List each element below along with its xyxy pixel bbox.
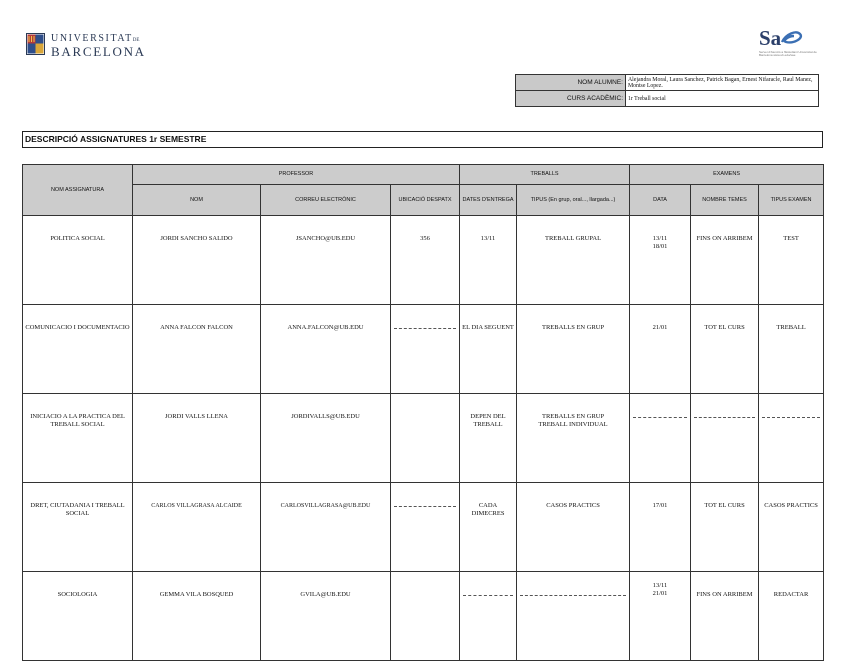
exam-type (759, 394, 824, 483)
student-name-label: NOM ALUMNE: (516, 75, 626, 91)
exam-date: 13/11 18/01 (630, 216, 691, 305)
exam-topics: TOT EL CURS (691, 305, 759, 394)
work-type: TREBALL GRUPAL (517, 216, 630, 305)
delivery-dates: EL DIA SEGUENT (460, 305, 517, 394)
exam-date: 21/01 (630, 305, 691, 394)
course-label: CURS ACADÈMIC: (516, 91, 626, 107)
header-nom-assignatura: NOM ASSIGNATURA (23, 165, 133, 216)
table-row (23, 305, 824, 394)
professor-name: JORDI SANCHO SALIDO (133, 216, 261, 305)
sae-subtitle: Servei d'Atenció a l'Estudiant Universitat de Barcelona www.ub.edu/sae (759, 50, 817, 58)
sae-wordmark: Sa (759, 26, 782, 50)
delivery-dates: 13/11 (460, 216, 517, 305)
professor-email: ANNA.FALCON@UB.EDU (261, 305, 391, 394)
professor-name: JORDI VALLS LLENA (133, 394, 261, 483)
course-value: 1r Treball social (626, 91, 819, 107)
office-location (391, 305, 460, 394)
delivery-dates: DEPEN DEL TREBALL (460, 394, 517, 483)
exam-type: CASOS PRACTICS (759, 483, 824, 572)
subjects-table (22, 164, 824, 661)
table-row (23, 394, 824, 483)
delivery-dates (460, 572, 517, 661)
student-info-table (515, 74, 819, 107)
empty-dash (694, 417, 755, 418)
header-tipus-treball: TIPUS (En grup, oral..., llargada...) (517, 185, 630, 216)
header-examens: EXAMENS (630, 165, 824, 185)
subject-name: INICIACIO A LA PRACTICA DEL TREBALL SOCIAL (23, 394, 133, 483)
table-row (23, 483, 824, 572)
university-shield-icon (26, 33, 45, 55)
exam-type: TREBALL (759, 305, 824, 394)
header-treballs: TREBALLS (460, 165, 630, 185)
university-name-suffix: DE (132, 38, 140, 43)
work-type (517, 572, 630, 661)
header-tipus-examen: TIPUS EXAMEN (759, 185, 824, 216)
exam-date: 17/01 (630, 483, 691, 572)
table-row (23, 572, 824, 661)
work-type: TREBALLS EN GRUP TREBALL INDIVIDUAL (517, 394, 630, 483)
header-nom: NOM (133, 185, 261, 216)
university-name-line2: BARCELONA (51, 44, 146, 59)
header-correu: CORREU ELECTRÒNIC (261, 185, 391, 216)
subject-name: DRET, CIUTADANIA I TREBALL SOCIAL (23, 483, 133, 572)
office-location (391, 572, 460, 661)
header-data: DATA (630, 185, 691, 216)
exam-topics (691, 394, 759, 483)
section-title: DESCRIPCIÓ ASSIGNATURES 1r SEMESTRE (22, 131, 823, 148)
subject-name: COMUNICACIO I DOCUMENTACIO (23, 305, 133, 394)
empty-dash (394, 328, 456, 329)
professor-name: ANNA FALCON FALCON (133, 305, 261, 394)
office-location (391, 483, 460, 572)
header-nombre-temes: NOMBRE TEMES (691, 185, 759, 216)
student-name-value: Alejandra Moral, Laura Sanchez, Patrick Bagan, Ernest Nifaracle, Raul Manez, Montse Lopez. (626, 75, 819, 91)
empty-dash (633, 417, 687, 418)
subject-name: POLITICA SOCIAL (23, 216, 133, 305)
professor-name: CARLOS VILLAGRASA ALCAIDE (133, 483, 261, 572)
professor-email: JSANCHO@UB.EDU (261, 216, 391, 305)
header-professor: PROFESSOR (133, 165, 460, 185)
exam-topics: FINS ON ARRIBEM (691, 572, 759, 661)
professor-email: GVILA@UB.EDU (261, 572, 391, 661)
exam-date (630, 394, 691, 483)
exam-topics: FINS ON ARRIBEM (691, 216, 759, 305)
exam-type: TEST (759, 216, 824, 305)
subject-name: SOCIOLOGIA (23, 572, 133, 661)
exam-topics: TOT EL CURS (691, 483, 759, 572)
university-logo (26, 31, 151, 61)
empty-dash (394, 506, 456, 507)
header-ubicacio: UBICACIÓ DESPATX (391, 185, 460, 216)
exam-date: 13/11 21/01 (630, 572, 691, 661)
exam-type: REDACTAR (759, 572, 824, 661)
sae-logo (754, 28, 826, 64)
work-type: TREBALLS EN GRUP (517, 305, 630, 394)
work-type: CASOS PRACTICS (517, 483, 630, 572)
delivery-dates: CADA DIMECRES (460, 483, 517, 572)
sae-swoosh-icon (780, 30, 806, 48)
office-location: 356 (391, 216, 460, 305)
header-dates: DATES D'ENTREGA (460, 185, 517, 216)
university-name-line1: UNIVERSITAT (51, 33, 133, 44)
professor-email: CARLOSVILLAGRASA@UB.EDU (261, 483, 391, 572)
table-row (23, 216, 824, 305)
empty-dash (520, 595, 626, 596)
professor-email: JORDIVALLS@UB.EDU (261, 394, 391, 483)
professor-name: GEMMA VILA BOSQUED (133, 572, 261, 661)
office-location (391, 394, 460, 483)
empty-dash (762, 417, 820, 418)
empty-dash (463, 595, 513, 596)
